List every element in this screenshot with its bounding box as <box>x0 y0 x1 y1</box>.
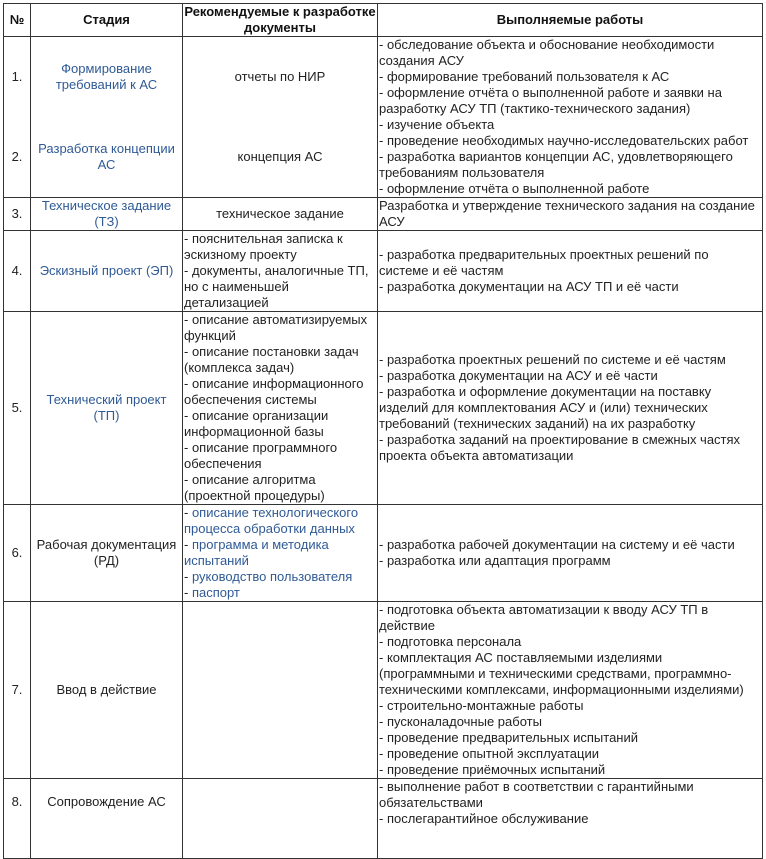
dash: - <box>184 537 192 552</box>
works-cell <box>378 602 763 779</box>
docs-cell <box>183 505 378 602</box>
doc-item: техническое задание <box>216 206 344 221</box>
doc-item: - описание алгоритма (проектной процедуры) <box>184 472 325 503</box>
header-docs: Рекомендуемые к разработке документы <box>184 4 376 35</box>
row-number: 2. <box>4 117 31 198</box>
work-item: - послегарантийное обслуживание <box>379 811 589 826</box>
docs-cell <box>183 37 378 118</box>
stage-link[interactable]: Технический проект (ТП) <box>46 392 167 423</box>
work-item: Разработка и утверждение технического задания на создание АСУ <box>379 198 755 229</box>
stage-cell <box>31 602 183 779</box>
table-row <box>4 231 763 312</box>
doc-item: отчеты по НИР <box>234 69 326 84</box>
work-item: - проведение предварительных испытаний <box>379 730 639 745</box>
doc-item: - пояснительная записка к эскизному проекту <box>184 231 343 262</box>
stage-link[interactable]: Техническое задание (ТЗ) <box>41 198 172 229</box>
doc-link[interactable]: руководство пользователя <box>191 569 353 584</box>
works-cell <box>378 779 763 859</box>
doc-link-item[interactable] <box>184 505 376 537</box>
dash: - <box>184 569 192 584</box>
row-number: 8. <box>4 779 31 859</box>
stage-cell <box>31 198 183 231</box>
stage-cell <box>31 779 183 859</box>
table-row <box>4 505 763 602</box>
work-item: - комплектация АС поставляемыми изделиями (программными и техническими средствами, программно-техническими комплексами, информационными изделиями) <box>379 650 744 697</box>
work-item: - подготовка объекта автоматизации к вводу АСУ ТП в действие <box>379 602 709 633</box>
work-item: - разработка рабочей документации на систему и её части <box>379 537 735 552</box>
stage-name: Сопровождение АС <box>47 794 166 809</box>
work-item: - разработка документации на АСУ ТП и её части <box>379 279 679 294</box>
doc-link[interactable]: программа и методика испытаний <box>184 537 329 568</box>
doc-link-item[interactable] <box>184 585 376 601</box>
stage-link[interactable]: Разработка концепции АС <box>38 141 175 172</box>
stage-cell <box>31 312 183 505</box>
header-stage: Стадия <box>31 4 183 37</box>
work-item: - разработка и оформление документации на поставку изделий для комплектования АСУ и (или) технических требований (технических заданий) на их разработку <box>379 384 712 431</box>
work-item: - строительно-монтажные работы <box>379 698 584 713</box>
table-row <box>4 602 763 779</box>
work-item: - выполнение работ в соответствии с гарантийными обязательствами <box>379 779 694 810</box>
stages-table <box>3 3 763 859</box>
work-item: - разработка или адаптация программ <box>379 553 611 568</box>
work-item: - разработка документации на АСУ и её части <box>379 368 658 383</box>
doc-item: - описание организации информационной базы <box>184 408 329 439</box>
doc-item: - описание постановки задач (комплекса задач) <box>184 344 359 375</box>
row-number: 7. <box>4 602 31 779</box>
work-item: - разработка предварительных проектных решений по системе и её частям <box>379 247 709 278</box>
docs-cell <box>183 602 378 779</box>
docs-cell <box>183 779 378 859</box>
work-item: - подготовка персонала <box>379 634 522 649</box>
table-row <box>4 117 763 198</box>
doc-item: - описание программного обеспечения <box>184 440 338 471</box>
stage-name: Рабочая документация (РД) <box>36 537 177 568</box>
doc-link[interactable]: описание технологического процесса обработки данных <box>184 505 359 536</box>
doc-item: - описание автоматизируемых функций <box>184 312 368 343</box>
works-cell <box>378 231 763 312</box>
work-item: - оформление отчёта о выполненной работе и заявки на разработку АСУ ТП (тактико-технического задания) <box>379 85 722 116</box>
header-works: Выполняемые работы <box>378 4 763 37</box>
stage-link[interactable]: Эскизный проект (ЭП) <box>39 263 174 278</box>
row-number: 1. <box>4 37 31 118</box>
works-cell <box>378 312 763 505</box>
table-row <box>4 312 763 505</box>
work-item: - разработка проектных решений по системе и её частям <box>379 352 726 367</box>
work-item: - обследование объекта и обоснование необходимости создания АСУ <box>379 37 715 68</box>
doc-item: - описание информационного обеспечения системы <box>184 376 364 407</box>
dash: - <box>184 505 192 520</box>
work-item: - проведение необходимых научно-исследовательских работ <box>379 133 749 148</box>
header-row <box>4 4 763 37</box>
works-cell <box>378 37 763 118</box>
works-cell <box>378 505 763 602</box>
work-item: - оформление отчёта о выполненной работе <box>379 181 650 196</box>
doc-link-item[interactable] <box>184 537 376 569</box>
stage-link[interactable]: Формирование требований к АС <box>55 61 158 92</box>
stage-cell <box>31 231 183 312</box>
docs-cell <box>183 198 378 231</box>
table-row <box>4 779 763 859</box>
dash: - <box>184 585 192 600</box>
row-number: 3. <box>4 198 31 231</box>
doc-link-item[interactable] <box>184 569 376 585</box>
works-cell <box>378 117 763 198</box>
stage-cell <box>31 505 183 602</box>
stage-cell <box>31 37 183 118</box>
doc-item: - документы, аналогичные ТП, но с наименьшей детализацией <box>184 263 369 310</box>
work-item: - проведение приёмочных испытаний <box>379 762 606 777</box>
row-number: 4. <box>4 231 31 312</box>
row-number: 5. <box>4 312 31 505</box>
work-item: - изучение объекта <box>379 117 495 132</box>
work-item: - проведение опытной эксплуатации <box>379 746 599 761</box>
header-num: № <box>4 4 31 37</box>
work-item: - пусконаладочные работы <box>379 714 542 729</box>
stage-cell <box>31 117 183 198</box>
doc-item: концепция АС <box>237 149 323 164</box>
table-row <box>4 198 763 231</box>
work-item: - разработка вариантов концепции АС, удовлетворяющего требованиям пользователя <box>379 149 733 180</box>
docs-cell <box>183 117 378 198</box>
work-item: - формирование требований пользователя к АС <box>379 69 670 84</box>
docs-cell <box>183 312 378 505</box>
row-number: 6. <box>4 505 31 602</box>
table-row <box>4 37 763 118</box>
works-cell <box>378 198 763 231</box>
doc-link[interactable]: паспорт <box>191 585 240 600</box>
stage-name: Ввод в действие <box>56 682 157 697</box>
work-item: - разработка заданий на проектирование в смежных частях проекта объекта автоматизации <box>379 432 741 463</box>
docs-cell <box>183 231 378 312</box>
